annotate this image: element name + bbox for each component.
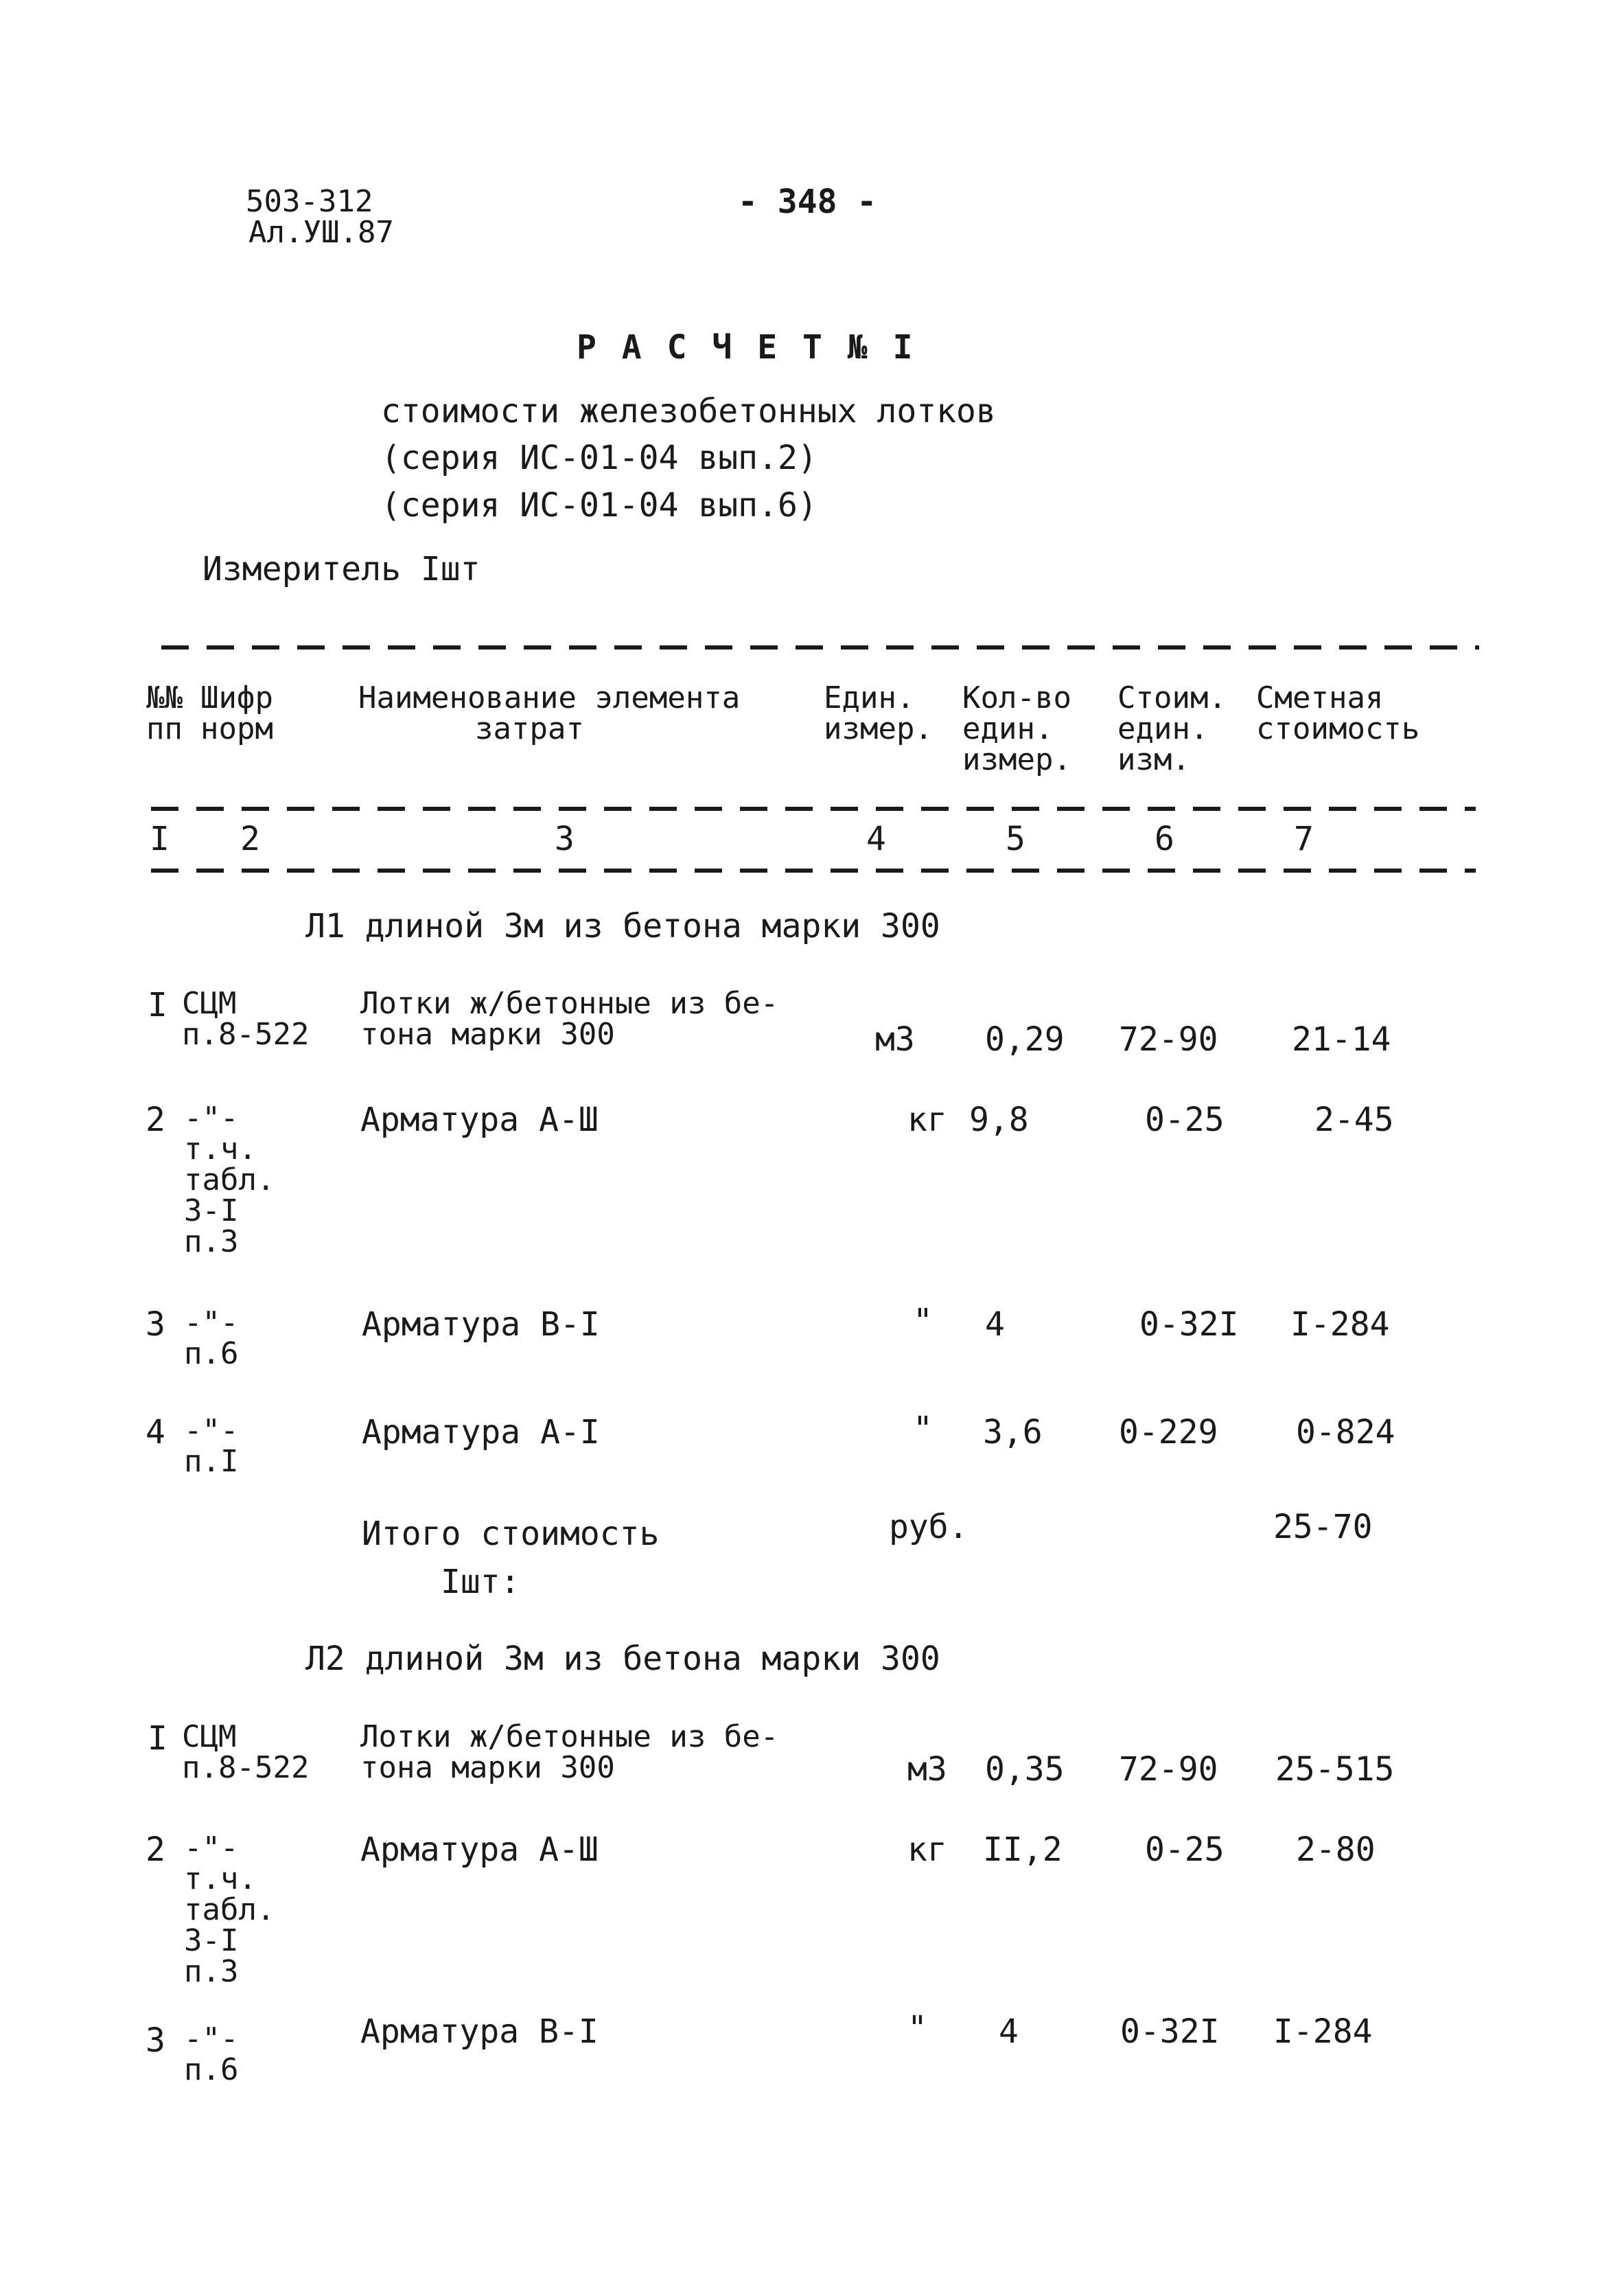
row-quantity: 0,29 — [985, 1020, 1065, 1059]
row-name: Арматура В-I — [360, 2012, 599, 2051]
row-total-cost: 2-45 — [1314, 1101, 1394, 1139]
col-header-unit: Един. измер. — [824, 680, 933, 746]
section-title: Л1 длиной 3м из бетона марки 300 — [305, 907, 940, 945]
col-header-qty: Кол-во един. измер. — [962, 680, 1071, 777]
row-code: -"- п.6 — [184, 1305, 239, 1371]
row-quantity: 0,35 — [985, 1750, 1065, 1789]
section-title: Л2 длиной 3м из бетона марки 300 — [305, 1640, 940, 1678]
title-line-1: стоимости железобетонных лотков — [381, 392, 996, 430]
measurement-unit: Измеритель Iшт — [202, 550, 480, 588]
row-total-cost: 21-14 — [1292, 1020, 1391, 1059]
row-number: I — [148, 1719, 167, 1758]
title-line-2: (серия ИС-01-04 вып.2) — [381, 439, 817, 477]
row-number: 2 — [146, 1101, 165, 1139]
row-number: 3 — [146, 2021, 165, 2060]
header-top-rule — [161, 645, 1479, 650]
row-unit: " — [913, 1302, 933, 1340]
row-quantity: 4 — [999, 2012, 1019, 2051]
row-unit-price: 0-25 — [1145, 1830, 1225, 1869]
row-quantity: 4 — [985, 1305, 1005, 1344]
col-number-1: I — [150, 820, 170, 858]
row-code: -"- т.ч. табл. 3-I п.3 — [184, 1830, 275, 1989]
row-total-cost: 25-515 — [1275, 1750, 1395, 1789]
row-unit: м3 — [907, 1750, 947, 1789]
row-unit: кг — [907, 1830, 947, 1869]
row-unit: " — [913, 1410, 933, 1448]
row-unit-price: 72-90 — [1119, 1020, 1218, 1059]
col-number-3: 3 — [555, 820, 575, 858]
row-unit: м3 — [875, 1020, 915, 1059]
col-number-6: 6 — [1155, 820, 1174, 858]
document-code: 503-312 Ал.УШ.87 — [246, 184, 394, 250]
row-number: 3 — [146, 1305, 165, 1344]
header-mid-rule — [151, 807, 1476, 811]
row-unit-price: 0-25 — [1145, 1101, 1225, 1139]
row-total-cost: 2-80 — [1296, 1830, 1376, 1869]
col-number-5: 5 — [1006, 820, 1025, 858]
row-name: Лотки ж/бетонные из бе- тона марки 300 — [360, 986, 779, 1052]
row-number: 2 — [146, 1830, 165, 1869]
row-unit-price: 72-90 — [1119, 1750, 1218, 1789]
col-header-num: №№ пп — [146, 680, 183, 746]
col-number-2: 2 — [240, 820, 260, 858]
row-total-cost: 0-824 — [1296, 1413, 1395, 1451]
section-total-label: Итого стоимость Iшт: — [362, 1515, 660, 1601]
row-name: Арматура А-I — [362, 1413, 600, 1451]
col-number-7: 7 — [1294, 820, 1314, 858]
row-unit: кг — [907, 1101, 947, 1139]
row-quantity: 3,6 — [983, 1413, 1043, 1451]
page-number: - 348 - — [738, 183, 877, 221]
row-code: СЦМ п.8-522 — [182, 986, 310, 1052]
header-bottom-rule — [151, 869, 1476, 873]
row-code: -"- п.I — [184, 1413, 239, 1479]
row-unit-price: 0-32I — [1139, 1305, 1239, 1344]
row-name: Арматура В-I — [362, 1305, 600, 1344]
col-header-price: Стоим. един. изм. — [1117, 680, 1227, 777]
row-name: Арматура А-Ш — [360, 1101, 599, 1139]
row-number: 4 — [146, 1413, 165, 1451]
row-code: -"- п.6 — [184, 2021, 239, 2087]
col-header-name: Наименование элемента затрат — [358, 680, 741, 746]
row-total-cost: I-284 — [1290, 1305, 1390, 1344]
row-code: -"- т.ч. табл. 3-I п.3 — [184, 1101, 275, 1259]
row-number: I — [148, 986, 167, 1024]
row-quantity: II,2 — [983, 1830, 1063, 1869]
section-total-value: 25-70 — [1273, 1508, 1373, 1546]
row-total-cost: I-284 — [1273, 2012, 1373, 2051]
row-unit-price: 0-229 — [1119, 1413, 1218, 1451]
calculation-heading: Р А С Ч Е Т № I — [577, 328, 916, 367]
col-header-total: Сметная стоимость — [1256, 680, 1420, 746]
row-quantity: 9,8 — [969, 1101, 1029, 1139]
col-number-4: 4 — [866, 820, 886, 858]
row-code: СЦМ п.8-522 — [182, 1719, 310, 1785]
row-name: Лотки ж/бетонные из бе- тона марки 300 — [360, 1719, 779, 1785]
title-line-3: (серия ИС-01-04 вып.6) — [381, 486, 817, 525]
row-unit-price: 0-32I — [1120, 2012, 1220, 2051]
row-unit: " — [907, 2009, 927, 2047]
col-header-code: Шифр норм — [200, 680, 273, 746]
row-name: Арматура А-Ш — [360, 1830, 599, 1869]
section-total-unit: руб. — [889, 1508, 968, 1546]
